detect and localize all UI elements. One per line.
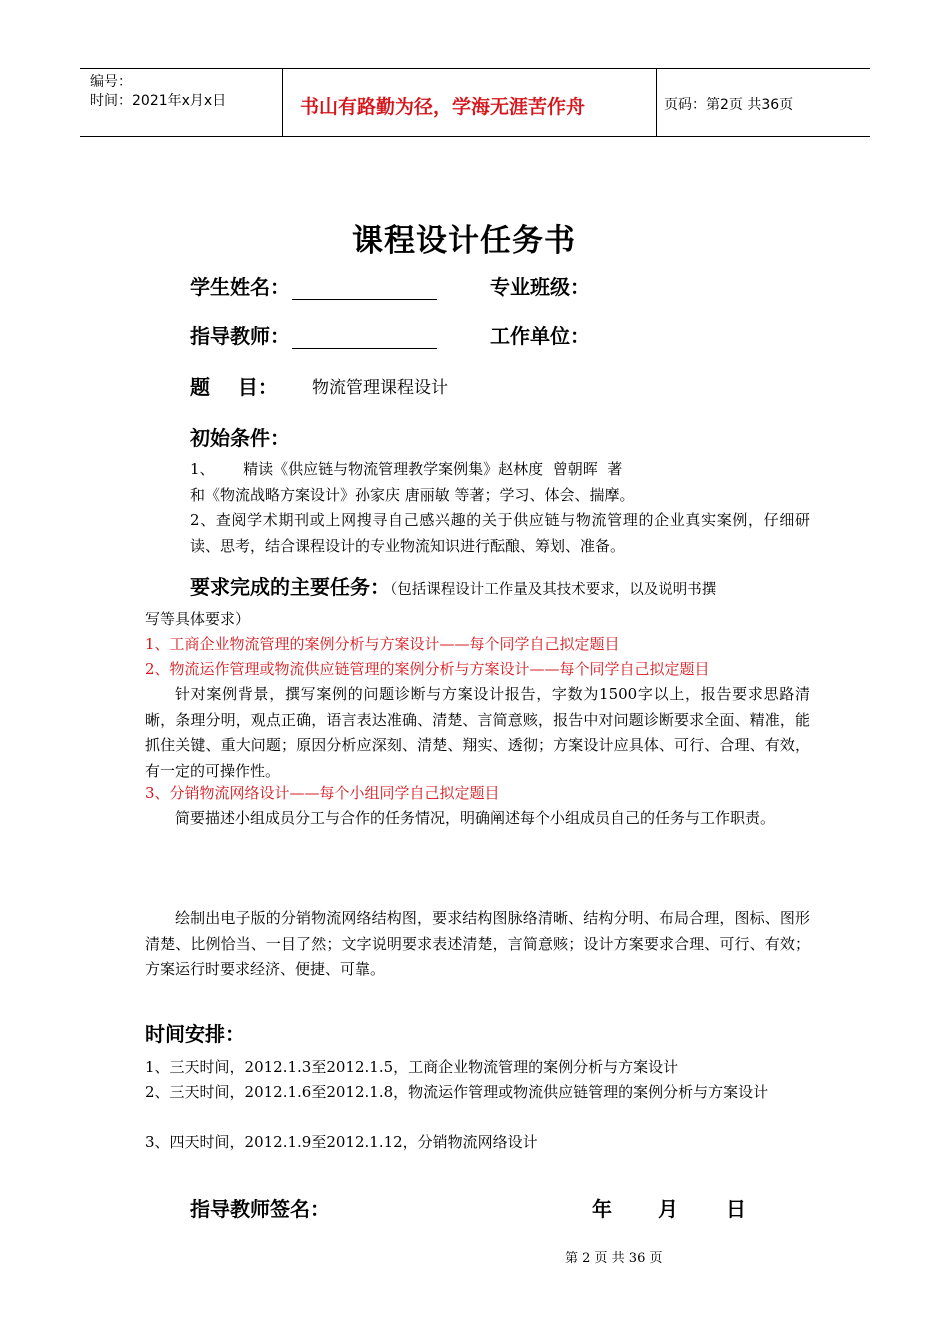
header-serial-label: 编号： xyxy=(90,74,132,90)
tasks-note-continued: 写等具体要求） xyxy=(145,610,251,628)
header-top-border xyxy=(80,68,870,69)
topic-label: 题 目： xyxy=(190,375,278,399)
work-unit-label: 工作单位： xyxy=(490,324,590,348)
schedule-item-3: 3、四天时间，2012.1.9至2012.1.12，分销物流网络设计 xyxy=(145,1133,538,1151)
footer-page-number: 第 2 页 共 36 页 xyxy=(565,1251,663,1266)
header-divider-left xyxy=(282,68,283,136)
header-motto: 书山有路勤为径，学海无涯苦作舟 xyxy=(300,96,586,118)
header-time-label: 时间：2021年x月x日 xyxy=(90,93,227,109)
advisor-blank xyxy=(292,326,437,349)
signature-label: 指导教师签名： xyxy=(190,1197,330,1221)
signature-month: 月 xyxy=(658,1197,678,1221)
tasks-heading: 要求完成的主要任务： xyxy=(190,575,390,599)
student-name-blank xyxy=(292,277,437,300)
topic-value: 物流管理课程设计 xyxy=(312,378,448,398)
task-1: 1、工商企业物流管理的案例分析与方案设计——每个同学自己拟定题目 xyxy=(145,635,620,653)
task-3: 3、分销物流网络设计——每个小组同学自己拟定题目 xyxy=(145,784,500,802)
task-2: 2、物流运作管理或物流供应链管理的案例分析与方案设计——每个同学自己拟定题目 xyxy=(145,660,710,678)
schedule-heading: 时间安排： xyxy=(145,1022,245,1046)
header-bottom-border xyxy=(80,136,870,137)
task-3-description-2: 绘制出电子版的分销物流网络结构图，要求结构图脉络清晰、结构分明、布局合理，图标、图形清楚、比例恰当、一目了然；文字说明要求表述清楚，言简意赅；设计方案要求合理、可行、有效；方案运行时要求经济、便捷、可靠。 xyxy=(145,909,810,978)
signature-day: 日 xyxy=(726,1197,746,1221)
tasks-heading-line xyxy=(190,571,716,600)
tasks-note: （包括课程设计工作量及其技术要求，以及说明书撰 xyxy=(390,582,717,598)
advisor-field xyxy=(190,320,437,349)
signature-year: 年 xyxy=(592,1197,612,1221)
task-3-description: 简要描述小组成员分工与合作的任务情况，明确阐述每个小组成员自己的任务与工作职责。 xyxy=(175,809,776,827)
initial-conditions-heading: 初始条件： xyxy=(190,426,290,450)
major-class-label: 专业班级： xyxy=(490,275,590,299)
initial-condition-2: 2、查阅学术期刊或上网搜寻自己感兴趣的关于供应链与物流管理的企业真实案例，仔细研读、思考，结合课程设计的专业物流知识进行酝酿、筹划、准备。 xyxy=(190,511,810,555)
student-name-label: 学生姓名： xyxy=(190,275,290,299)
initial-condition-1a: 1、 精读《供应链与物流管理教学案例集》赵林度 曾朝晖 著 xyxy=(190,460,623,478)
header-divider-right xyxy=(656,68,657,136)
task-2-description: 针对案例背景，撰写案例的问题诊断与方案设计报告，字数为1500字以上，报告要求思路清晰，条理分明，观点正确，语言表达准确、清楚、言简意赅，报告中对问题诊断要求全面、精准，能抓住关键、重大问题；原因分析应深刻、清楚、翔实、透彻；方案设计应具体、可行、合理、有效，有一定的可操作性。 xyxy=(145,685,810,780)
schedule-item-1: 1、三天时间，2012.1.3至2012.1.5，工商企业物流管理的案例分析与方案设计 xyxy=(145,1058,679,1076)
schedule-item-2: 2、三天时间，2012.1.6至2012.1.8，物流运作管理或物流供应链管理的案例分析与方案设计 xyxy=(145,1083,769,1101)
initial-condition-1b: 和《物流战略方案设计》孙家庆 唐丽敏 等著；学习、体会、揣摩。 xyxy=(190,486,635,504)
advisor-label: 指导教师： xyxy=(190,324,290,348)
header-page-label: 页码：第2页 共36页 xyxy=(664,97,794,113)
document-title: 课程设计任务书 xyxy=(352,223,576,259)
student-name-field xyxy=(190,271,437,300)
